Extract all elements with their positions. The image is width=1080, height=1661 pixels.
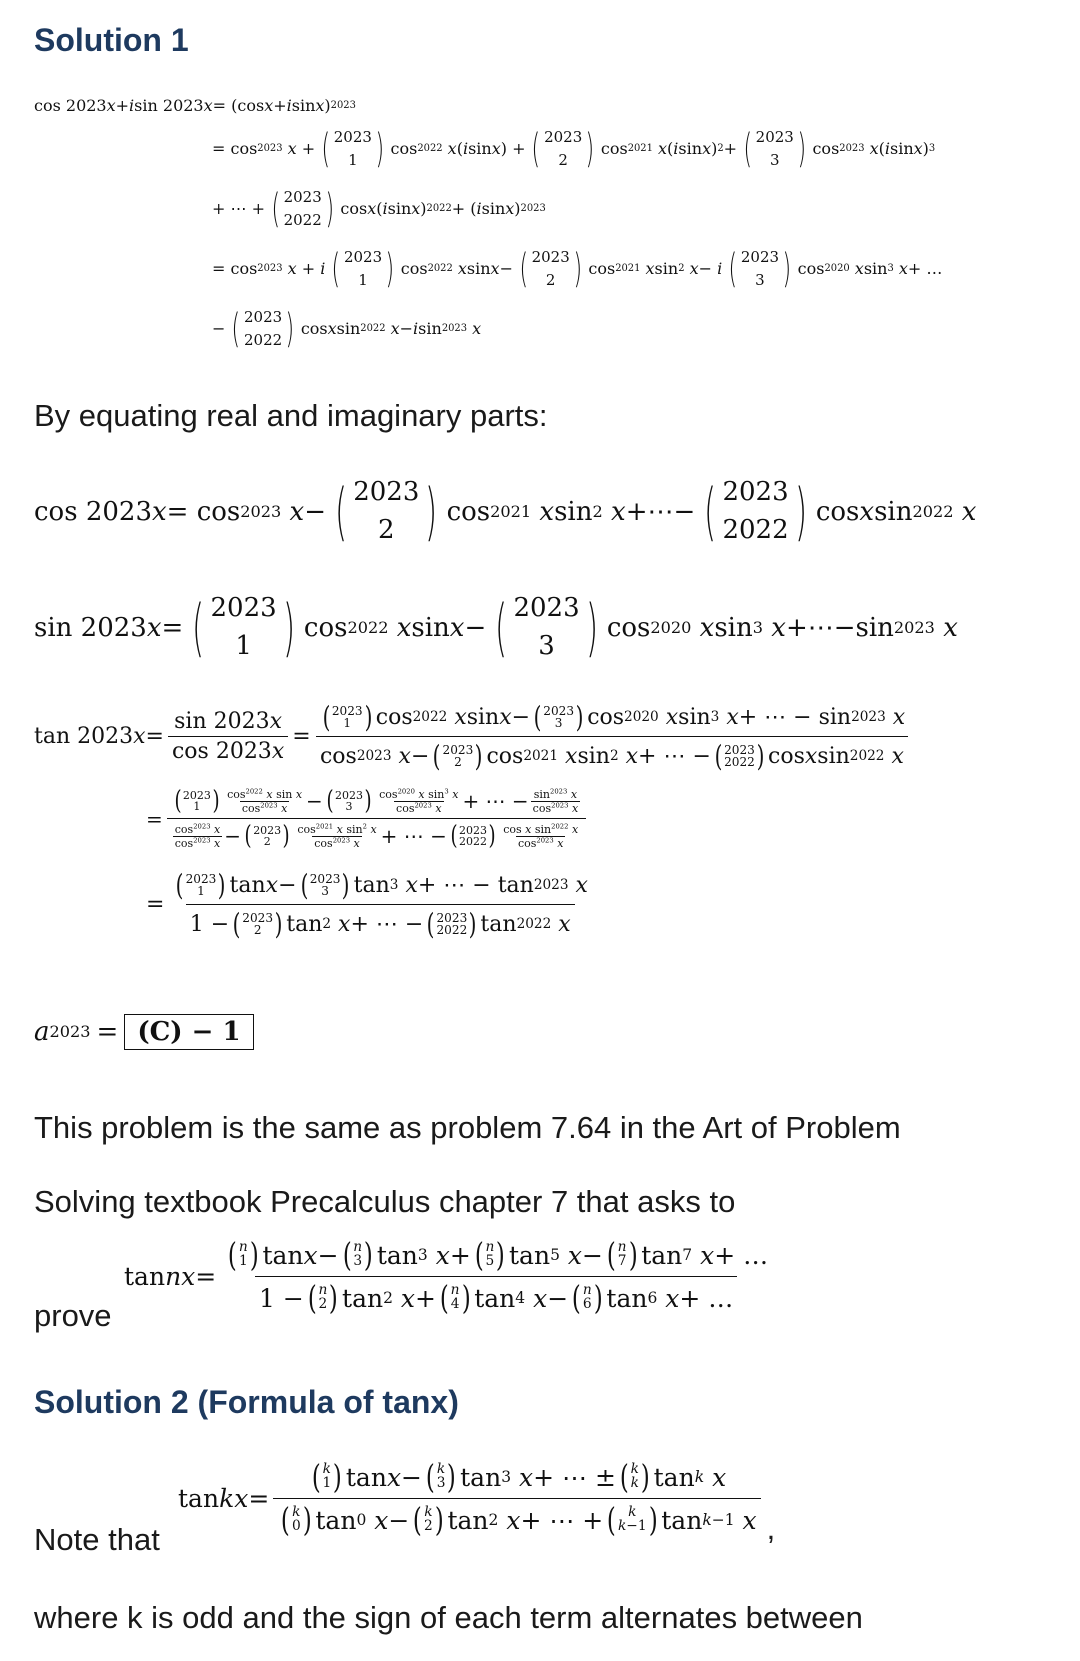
boxed-answer: (C) − 1 [124, 1014, 253, 1050]
problem-note-line-2: Solving textbook Precalculus chapter 7 that asks to [34, 1184, 736, 1219]
last-line-text: where k is odd and the sign of each term alternates between [34, 1600, 863, 1635]
answer-lhs: a [34, 1017, 50, 1047]
expansion-line-5: − ( 2023 2022 ) cos x sin 2022 x − i sin 2023 x [212, 305, 482, 352]
tan-equation-line-1: tan 2023 x = sin 2023 x cos 2023 x = ( 2023 1 ) cos 2022 x sin x − ( 2023 3 ) cos 2020 x sin 3 x + ⋯ − sin 2023 x cos 2023 x − ( 2023 2 ) cos 2021 x sin 2 x + ⋯ − ( 2023 2022 ) cos x sin 2022 x [34, 700, 913, 773]
answer-line: a 2023 = (C) − 1 [34, 1014, 254, 1050]
cos-equation: cos 2023 x = cos 2023 x − ( 2023 2 ) cos 2021 x sin 2 x +⋯− ( 2023 2022 ) cos x sin 2022 x [34, 474, 977, 548]
expansion-line-4: = cos 2023 x + i ( 2023 1 ) cos 2022 x sin x − ( 2023 2 ) cos 2021 x sin 2 x − i ( 2023 3 ) cos 2020 x sin 3 x + … [212, 245, 943, 292]
tan-kx-formula: tan kx = ( k 1 ) tan x − ( k 3 ) tan 3 x + ⋯ ± ( k k ) tan k x ( k 0 ) tan 0 x − ( k 2 ) tan 2 x + ⋯ + ( k k−1 ) tan k−1 x , [178, 1458, 776, 1546]
prove-text: prove [34, 1298, 112, 1333]
solution-1-heading: Solution 1 [34, 22, 189, 58]
expansion-line-1: cos 2023 x + i sin 2023 x = (cos x + i sin x ) 2023 [34, 96, 356, 115]
tan-nx-formula: tan nx = ( n 1 ) tan x − ( n 3 ) tan 3 x + ( n 5 ) tan 5 x − ( n 7 ) tan 7 x + … 1 − ( n 2 ) tan 2 x + ( n 4 ) tan 4 x − ( n 6 ) tan 6 x + … [124, 1236, 769, 1317]
solution-2-heading: Solution 2 (Formula of tanx) [34, 1384, 459, 1420]
tan-equation-line-3: = ( 2023 1 ) tan x − ( 2023 3 ) tan 3 x + ⋯ − tan 2023 x 1 − ( 2023 2 ) tan 2 x + ⋯ − ( 2023 2022 ) tan 2022 x [146, 868, 588, 941]
expansion-line-3: + ⋯ + ( 2023 2022 ) cos x ( i sin x ) 2022 + ( i sin x ) 2023 [212, 185, 546, 232]
expansion-line-2: = cos 2023 x + ( 2023 1 ) cos 2022 x ( i sin x ) + ( 2023 2 ) cos 2021 x ( i sin x ) 2 + ( 2023 3 ) cos 2023 x ( i sin x ) 3 [212, 125, 936, 172]
formula-comma: , [766, 1511, 776, 1546]
sin-equation: sin 2023 x = ( 2023 1 ) cos 2022 x sin x − ( 2023 3 ) cos 2020 x sin 3 x +⋯−sin 2023 x [34, 590, 958, 664]
tan-equation-line-2: = ( 2023 1 ) $\cos^{2022} x$ sin x $\cos^{2023} x$ − ( 2023 3 ) $\cos^{2020} x$ $\sin^3 x$ $\cos^{2023} x$ + ⋯ − $\sin^{2023} x$ $\cos^{2023} x$ $\cos^{2023} x$ $\cos^{2023} x$ − ( 2023 2 ) $\cos^{2021} x$ $\sin^2 x$ $\cos^{2023} x$ + ⋯ − ( 2023 2022 ) cos x $\sin^{2022} x$ $\cos^{2023} x$ [146, 786, 590, 851]
problem-note-line-1: This problem is the same as problem 7.64 in the Art of Problem [34, 1110, 901, 1145]
note-that-text: Note that [34, 1522, 160, 1557]
equating-text: By equating real and imaginary parts: [34, 398, 548, 433]
